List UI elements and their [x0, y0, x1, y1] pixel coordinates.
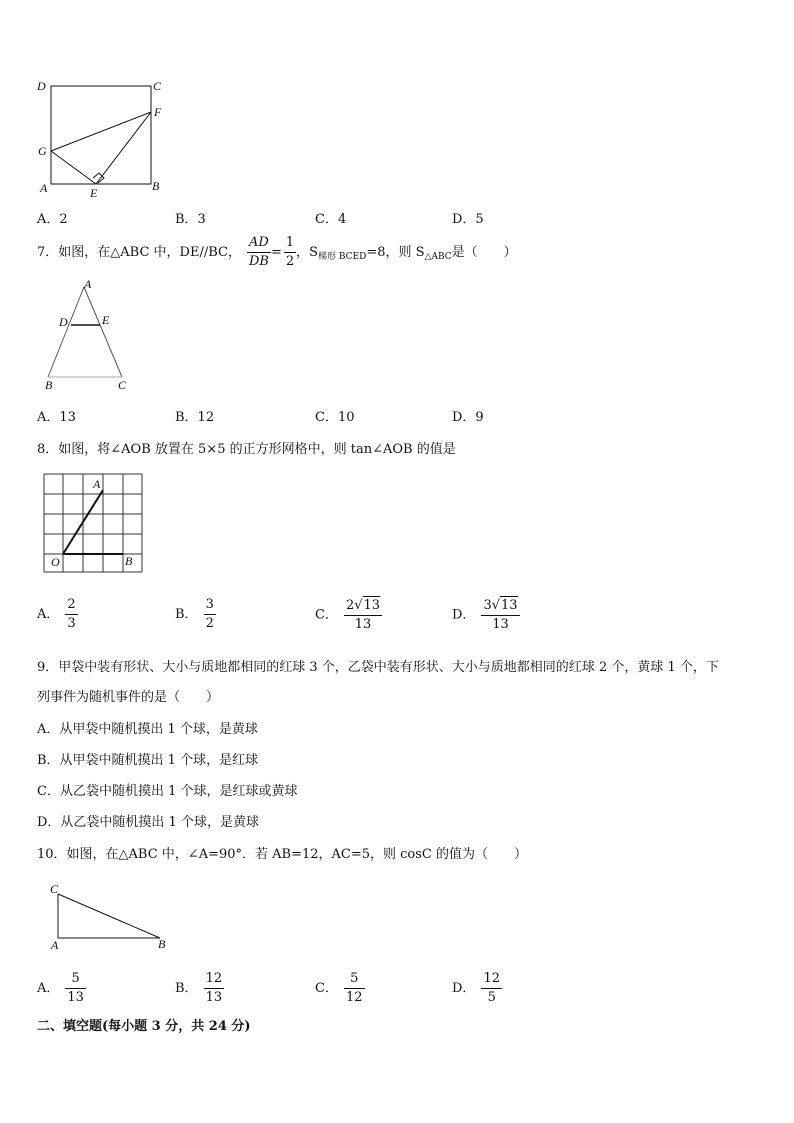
- q7-option-b[interactable]: B．12: [175, 410, 215, 425]
- q8-option-c-num: [344, 596, 382, 616]
- q6-label-F: F: [154, 105, 162, 119]
- q8-option-a-den: 3: [67, 616, 76, 631]
- q6-label-A: A: [40, 181, 48, 195]
- q8-option-a-frac: [65, 596, 77, 633]
- q10-option-a-frac: [65, 970, 86, 1007]
- q8-option-c-den: 13: [354, 617, 372, 632]
- q6-option-a[interactable]: A．2: [37, 212, 68, 227]
- q9-option-d[interactable]: D．从乙袋中随机摸出 1 个球，是黄球: [37, 815, 259, 830]
- q6-option-d[interactable]: D．5: [452, 212, 484, 227]
- q7-mid: =8，则 S: [366, 245, 425, 260]
- q7-stem-prefix: 7．如图，在△ABC 中，DE//BC，: [37, 245, 241, 260]
- q8-option-d-coef: 3: [483, 598, 492, 613]
- q10-option-b-frac: [204, 970, 225, 1007]
- q7-figure: [38, 277, 138, 392]
- q7-half: [284, 234, 296, 271]
- q6-label-G: G: [38, 144, 47, 158]
- q8-option-a-num: 2: [65, 596, 77, 615]
- q10-label-A: A: [51, 938, 59, 952]
- q7-ratio-den: DB: [248, 254, 269, 269]
- q10-option-d-frac: [481, 970, 502, 1007]
- q7-stem: [37, 234, 517, 276]
- q8-option-c-coef: 2: [345, 598, 355, 613]
- q10-option-b-den: 13: [205, 990, 223, 1005]
- q6-label-E: E: [90, 186, 98, 200]
- q10-option-d-den: 5: [487, 990, 496, 1005]
- q6-label-D: D: [37, 79, 46, 93]
- q8-option-c[interactable]: [315, 596, 382, 634]
- q8-option-c-radicand: 13: [363, 598, 381, 613]
- section-2-heading: 二、填空题(每小题 3 分，共 24 分): [37, 1019, 251, 1034]
- q7-sub-trapezoid: 梯形 BCED: [318, 252, 367, 262]
- q10-figure: [46, 880, 176, 952]
- q6-figure: [34, 76, 174, 200]
- q10-stem: 10．如图，在△ABC 中，∠A=90°．若 AB=12，AC=5，则 cosC 的值为（ ）: [37, 847, 528, 862]
- q7-half-den: 2: [285, 254, 295, 269]
- q10-option-d-letter: D．: [452, 981, 476, 996]
- q8-option-d[interactable]: [452, 596, 520, 634]
- q8-grid-figure: [40, 470, 146, 576]
- q10-option-b[interactable]: [175, 970, 224, 1007]
- q6-label-C: C: [153, 79, 162, 93]
- q8-option-b[interactable]: [175, 596, 216, 633]
- q7-comma: ，S: [296, 245, 319, 260]
- q10-option-a-den: 13: [67, 990, 84, 1005]
- q9-option-c[interactable]: C．从乙袋中随机摸出 1 个球，是红球或黄球: [37, 784, 298, 799]
- q7-label-C: C: [118, 378, 127, 392]
- q8-label-B: B: [125, 554, 133, 568]
- q7-label-E: E: [102, 313, 110, 327]
- q8-option-d-num: [481, 596, 519, 616]
- q7-equals: =: [270, 245, 282, 260]
- q10-option-d-num: 12: [481, 970, 502, 989]
- q10-option-d[interactable]: [452, 970, 502, 1007]
- q6-option-b[interactable]: B．3: [175, 212, 206, 227]
- q8-option-b-frac: [204, 596, 216, 633]
- q10-option-c[interactable]: [315, 970, 365, 1007]
- q7-option-a[interactable]: A．13: [37, 410, 76, 425]
- q8-option-b-num: 3: [204, 596, 216, 615]
- q10-label-B: B: [158, 937, 166, 951]
- q7-label-A: A: [84, 277, 92, 291]
- q6-label-B: B: [152, 179, 160, 193]
- q7-suffix: 是（ ）: [451, 245, 517, 260]
- sqrt-icon: √: [354, 598, 363, 613]
- q10-option-c-num: 5: [344, 970, 365, 989]
- q8-option-c-frac: [344, 596, 382, 634]
- q7-option-c[interactable]: C．10: [315, 410, 355, 425]
- q6-option-c[interactable]: C．4: [315, 212, 347, 227]
- q8-option-a[interactable]: [37, 596, 78, 633]
- q8-label-O: O: [51, 555, 60, 569]
- q10-label-C: C: [50, 882, 59, 896]
- sqrt-icon: √: [491, 598, 501, 613]
- q7-half-num: 1: [284, 234, 296, 253]
- q8-option-d-frac: [481, 596, 519, 634]
- q7-ratio: [247, 234, 271, 271]
- q9-stem-line2: 列事件为随机事件的是（ ）: [37, 690, 220, 705]
- q10-option-a-num: 5: [65, 970, 86, 989]
- q9-option-b[interactable]: B．从甲袋中随机摸出 1 个球，是红球: [37, 753, 259, 768]
- q10-option-c-frac: [344, 970, 365, 1007]
- q7-label-B: B: [45, 378, 53, 392]
- q8-option-d-radicand: 13: [501, 598, 518, 613]
- q8-option-d-letter: D．: [452, 607, 476, 623]
- q8-option-d-den: 13: [492, 617, 509, 632]
- q7-sub-triangle: △ABC: [424, 252, 452, 262]
- q8-option-c-letter: C．: [315, 607, 338, 623]
- q8-stem: 8．如图，将∠AOB 放置在 5×5 的正方形网格中，则 tan∠AOB 的值是: [37, 442, 456, 457]
- q10-option-b-num: 12: [204, 970, 225, 989]
- q8-option-b-den: 2: [205, 616, 214, 631]
- q10-option-b-letter: B．: [175, 981, 198, 996]
- q9-stem-line1: 9．甲袋中装有形状、大小与质地都相同的红球 3 个，乙袋中装有形状、大小与质地都相同的红球 2 个，黄球 1 个，下: [37, 660, 719, 675]
- q7-ratio-num: AD: [247, 234, 271, 253]
- q10-option-c-den: 12: [345, 990, 363, 1005]
- q8-option-b-letter: B．: [175, 607, 198, 622]
- q7-label-D: D: [59, 315, 68, 329]
- q9-option-a[interactable]: A．从甲袋中随机摸出 1 个球，是黄球: [37, 722, 258, 737]
- q10-option-a[interactable]: [37, 970, 86, 1007]
- q8-option-a-letter: A．: [37, 607, 60, 622]
- q8-label-A: A: [93, 477, 101, 491]
- q7-option-d[interactable]: D．9: [452, 410, 484, 425]
- q10-option-c-letter: C．: [315, 981, 338, 996]
- q10-option-a-letter: A．: [37, 981, 60, 996]
